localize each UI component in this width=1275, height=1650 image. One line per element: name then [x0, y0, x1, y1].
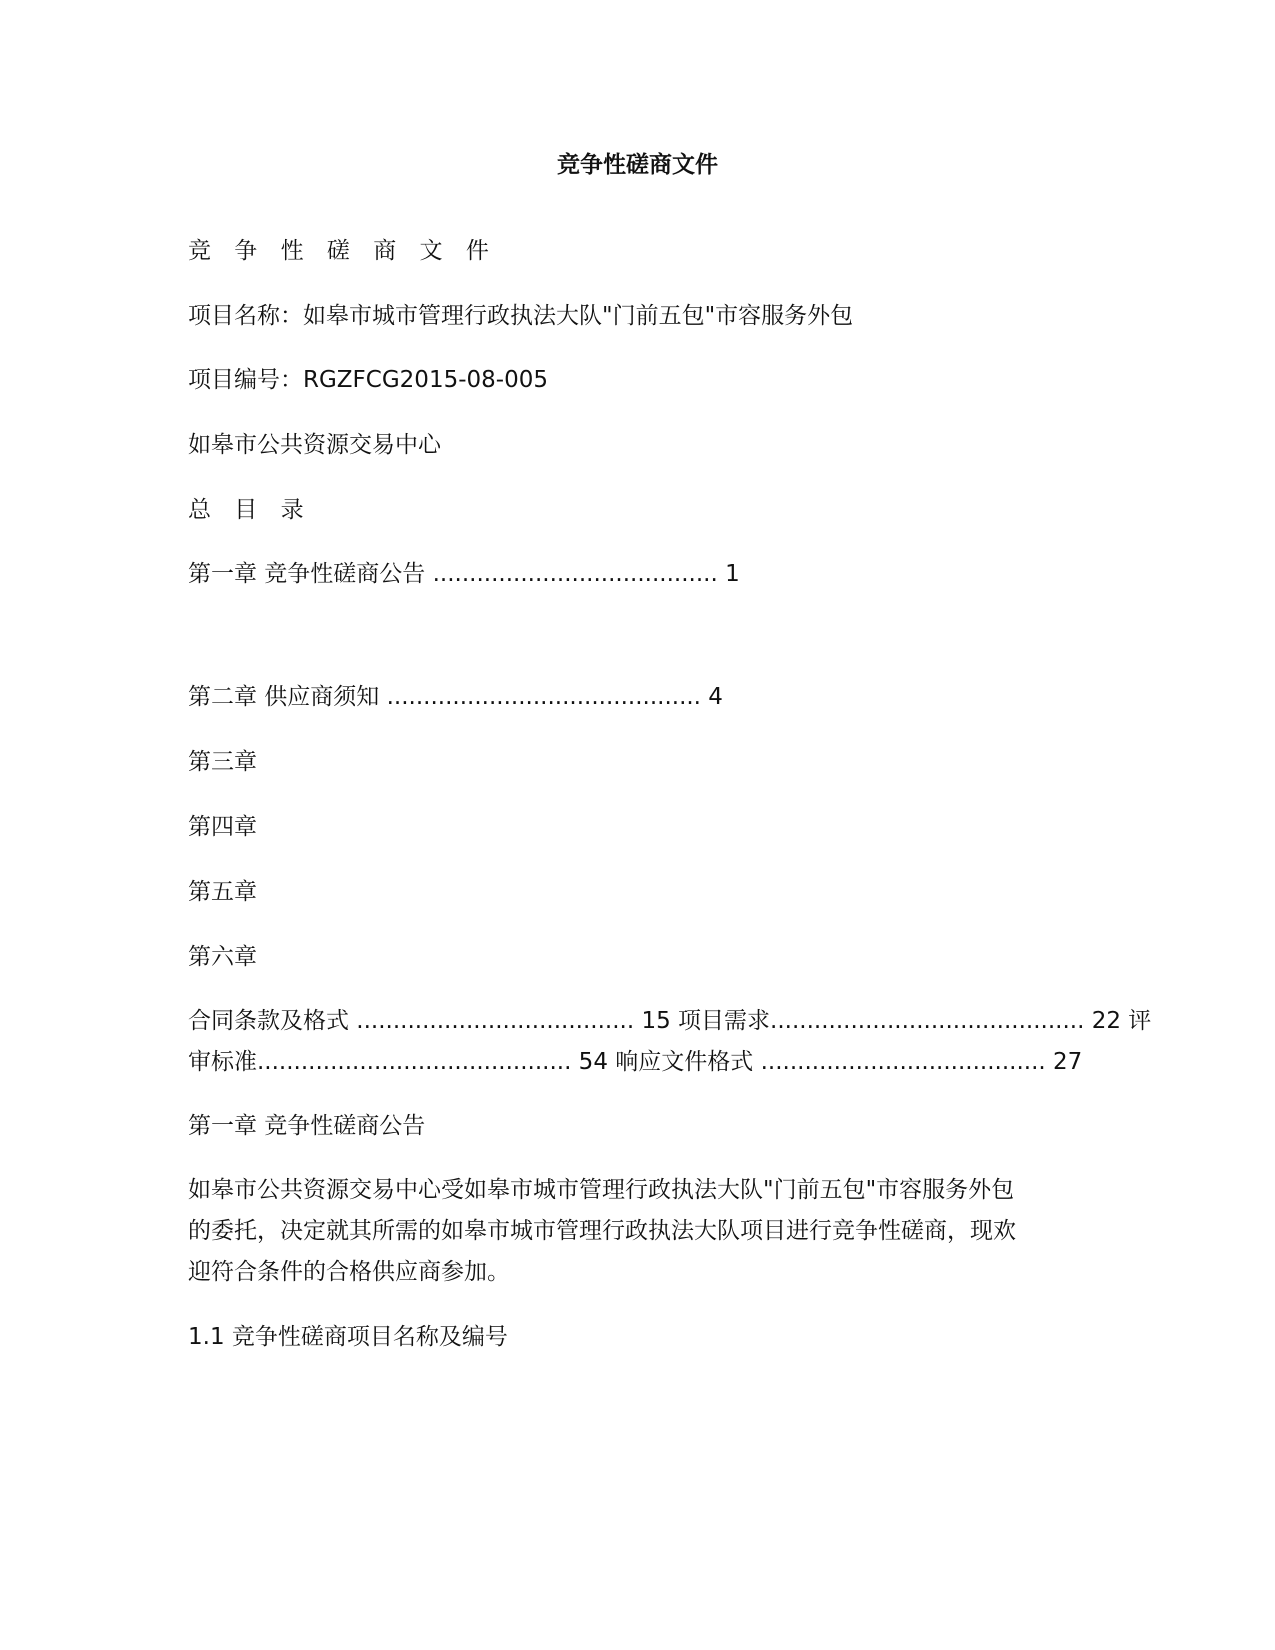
- toc-entries-line-1: 合同条款及格式 ...................................... 15 项目需求........................................... 22 评: [188, 1008, 1152, 1034]
- toc-item-chapter-4: 第四章: [188, 814, 257, 840]
- toc-item-chapter-2: 第二章 供应商须知 ........................................... 4: [188, 684, 723, 710]
- project-number: 项目编号：RGZFCG2015-08-005: [188, 367, 548, 393]
- intro-line-1: 如皋市公共资源交易中心受如皋市城市管理行政执法大队"门前五包"市容服务外包: [188, 1177, 1015, 1203]
- toc-item-chapter-6: 第六章: [188, 944, 257, 970]
- cover-heading: 竞 争 性 磋 商 文 件: [188, 238, 497, 264]
- intro-line-3: 迎符合条件的合格供应商参加。: [188, 1259, 510, 1285]
- project-name: 项目名称：如皋市城市管理行政执法大队"门前五包"市容服务外包: [188, 303, 854, 329]
- toc-item-chapter-3: 第三章: [188, 749, 257, 775]
- toc-item-chapter-5: 第五章: [188, 879, 257, 905]
- issuer: 如皋市公共资源交易中心: [188, 432, 441, 458]
- intro-line-2: 的委托，决定就其所需的如皋市城市管理行政执法大队项目进行竞争性磋商，现欢: [188, 1218, 1016, 1244]
- toc-item-chapter-1: 第一章 竞争性磋商公告 ....................................... 1: [188, 561, 740, 587]
- toc-heading: 总 目 录: [188, 497, 312, 523]
- section-1-1-heading: 1.1 竞争性磋商项目名称及编号: [188, 1324, 508, 1350]
- chapter-1-heading: 第一章 竞争性磋商公告: [188, 1113, 426, 1139]
- document-title: 竞争性磋商文件: [557, 152, 718, 178]
- toc-entries-line-2: 审标准........................................... 54 响应文件格式 ....................................... 27: [188, 1049, 1083, 1075]
